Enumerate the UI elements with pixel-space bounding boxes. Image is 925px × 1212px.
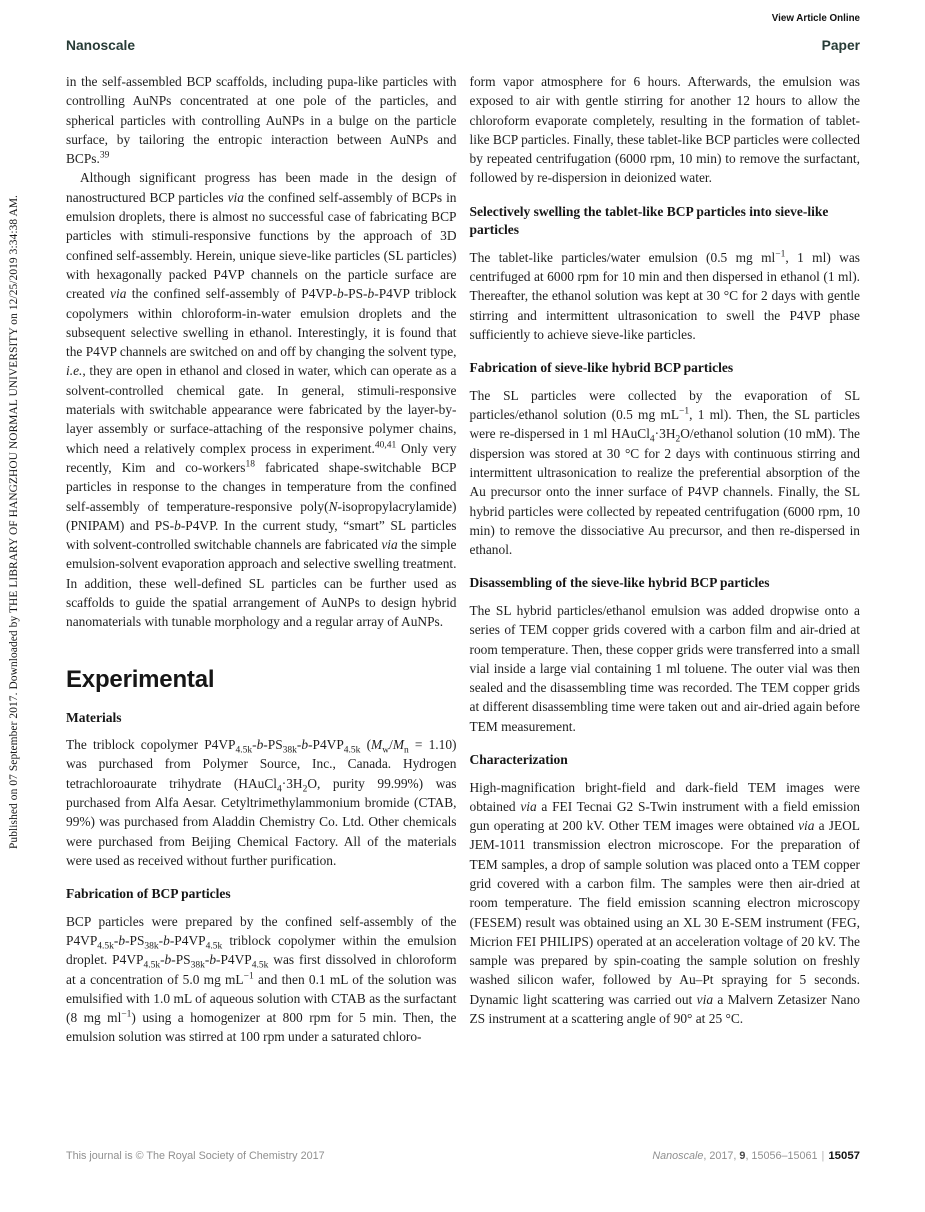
left-column bbox=[66, 72, 457, 1047]
subsection-title: Selectively swelling the tablet-like BCP particles into sieve-like particles bbox=[469, 203, 829, 238]
paragraph: BCP particles were prepared by the confined self-assembly of the $P4VP_{4.5k}-b-PS_{38k}-b-P4VP_{4.5k}$ triblock copolymer within the emulsion droplet. $P4VP_{4.5k}-b-PS_{38k}-b-P4VP_{4.5k}$ was first dissolved in chloroform at a concentration of 5.0 mg $mL^{-1}$ and then 0.1 mL of the solution was emulsified with 1.0 mL of aqueous solution with CTAB as the surfactant (8 mg $ml^{-1}$) using a homogenizer at 800 rpm for 5 min. Then, the emulsion solution was stirred at 100 rpm under a saturated chloro- bbox=[66, 913, 457, 1045]
citation bbox=[652, 1150, 860, 1162]
subsection-title: Materials bbox=[66, 709, 122, 725]
paragraph: High-magnification bright-field and dark-field TEM images were obtained via a FEI Tecnai G2 S-Twin instrument with a field emission gun operating at 200 kV. Other TEM images were obtained via a JEOL JEM-1011 transmission electron microscope. For the preparation of TEM samples, a drop of sample solution was placed onto a TEM copper grid covered with a carbon film. The samples were then air-dried at room temperature. The field emission scanning electron microscopy (FESEM) result was obtained using an XL 30 E-SEM instrument (FEG, Micrion FEI PHILIPS) operated at an acceleration voltage of 20 kV. The sample was prepared by spin-coating the sample solution on freshly washed silicon wafer, followed by Au–Pt spraying for 5 seconds. Dynamic light scattering was carried out via a Malvern Zetasizer Nano ZS instrument at a scattering angle of 90° at 25 °C. bbox=[469, 779, 860, 1027]
copyright-notice: This journal is © The Royal Society of Chemistry 2017 bbox=[66, 1150, 325, 1162]
running-head bbox=[66, 38, 860, 53]
paragraph: form vapor atmosphere for 6 hours. Afterwards, the emulsion was exposed to air with gentle stirring for another 12 hours to allow the chloroform evaporate completely, resulting in the formation of tablet-like BCP particles. Finally, these tablet-like BCP particles were collected by repeated centrifugation (6000 rpm, 10 min) to remove the surfactant, followed by re-dispersion in deionized water. bbox=[469, 74, 860, 186]
download-stamp: Published on 07 September 2017. Downloaded by THE LIBRARY OF HANGZHOU NORMAL UNIVERSITY on 12/25/2019 3:34:38 AM. bbox=[8, 194, 20, 849]
citation-journal: Nanoscale bbox=[652, 1150, 704, 1162]
article-body bbox=[66, 72, 860, 1047]
paragraph: Although significant progress has been made in the design of nanostructured BCP particles via the confined self-assembly of BCPs in emulsion droplets, there is almost no successful case of fabricating BCP particles with stimuli-responsive functions by the approach of 3D confined self-assembly. Herein, unique sieve-like particles (SL particles) with hexagonally packed P4VP channels on the particle surface are created via the confined self-assembly of P4VP-b-PS-b-P4VP triblock copolymers within chloroform-in-water emulsion droplets and the subsequent selective swelling in ethanol. Interestingly, it is found that the P4VP channels are switched on and off by changing the solvent type, i.e., they are open in ethanol and closed in water, which can operate as a solvent-controlled chemical gate. In general, stimuli-responsive materials with switchable appearance were fabricated by the layer-by-layer assembly or surface-attaching of the responsive polymer chains, which need a relatively complex process in experiment.$^{40,41}$ Only very recently, Kim and co-workers$^{18}$ fabricated shape-switchable BCP particles in response to the changes in temperature from the confined self-assembly of temperature-responsive poly(N-isopropylacrylamide) (PNIPAM) and PS-b-P4VP. In the current study, “smart” SL particles with solvent-controlled switchable channels are fabricated via the simple emulsion-solvent evaporation approach and selective swelling treatment. In addition, these well-defined SL particles can be further used as scaffolds to guide the spatial arrangement of AuNPs to design hybrid nanomaterials with tunable morphology and a regular array of AuNPs. bbox=[66, 170, 457, 630]
citation-volume: 9 bbox=[739, 1150, 746, 1162]
right-column bbox=[470, 72, 861, 1047]
paragraph: in the self-assembled BCP scaffolds, including pupa-like particles with controlling AuNPs concentrated at one pole of the particles, and spherical particles with controlling AuNPs in a bulge on the particle surface, by tailoring the entropic interaction between AuNPs and BCPs.$^{39}$ bbox=[66, 74, 457, 167]
page-number: 15057 bbox=[828, 1150, 860, 1162]
subsection-title: Fabrication of BCP particles bbox=[66, 886, 231, 902]
citation-pages: , 15056–15061 bbox=[745, 1150, 818, 1162]
subsection-title: Characterization bbox=[469, 752, 568, 768]
paragraph: The tablet-like particles/water emulsion (0.5 mg $ml^{-1}$, 1 ml) was centrifuged at 6000 rpm for 10 min and then dispersed in ethanol (1 ml). Thereafter, the ethanol solution was kept at 30 °C for 2 days with gentle stirring and intermittent ultrasonication to swell the P4VP phase sufficiently to achieve sieve-like particles. bbox=[469, 249, 860, 342]
subsection-title: Fabrication of sieve-like hybrid BCP particles bbox=[469, 360, 734, 376]
citation-year: , 2017, bbox=[703, 1150, 740, 1162]
paragraph: The SL hybrid particles/ethanol emulsion was added dropwise onto a series of TEM copper grids covered with a carbon film and air-dried at room temperature. Then, these copper grids were transferred into a small vial inside a large vial containing 1 ml toluene. The outer vial was then sealed and the disassembling time was recorded. The TEM copper grids at different disassembling time were taken out and air-dried again before TEM measurement. bbox=[469, 602, 860, 734]
page-footer bbox=[66, 1150, 860, 1162]
subsection-title: Disassembling of the sieve-like hybrid BCP particles bbox=[469, 575, 770, 591]
paragraph: The SL particles were collected by the evaporation of SL particles/ethanol solution (0.5 mg $mL^{-1}$, 1 ml). Then, the SL particles were re-dispersed in 1 ml $HAuCl_4\cdot 3H_2O$/ethanol solution (10 mM). The dispersion was stored at 30 °C for 2 days with continuous stirring and intermittent ultrasonication to realize the preferential absorption of the Au precursor onto the inner surface of P4VP channels. Finally, the SL hybrid particles were collected by repeated centrifugation (6000 rpm, 10 min) to remove the dissociative Au precursor, and then re-dispersed in ethanol. bbox=[469, 387, 860, 558]
journal-name: Nanoscale bbox=[66, 38, 136, 53]
citation-separator: | bbox=[821, 1150, 825, 1162]
view-article-online-link[interactable]: View Article Online bbox=[771, 13, 860, 24]
article-type: Paper bbox=[821, 38, 860, 53]
paragraph: The triblock copolymer $P4VP_{4.5k}-b-PS_{38k}-b-P4VP_{4.5k}$ $(M_w/M_n = 1.10)$ was purchased from Polymer Source, Inc., Canada. Hydrogen tetrachloroaurate trihydrate ($HAuCl_4\cdot 3H_2O$, purity 99.99%) was purchased from Alfa Aesar. Cetyltrimethylammonium bromide (CTAB, 99%) was purchased from Aladdin Chemistry Co. Ltd. Other chemicals were purchased from Beijing Chemical Factory. All of the materials were used as received without further purification. bbox=[66, 737, 457, 868]
section-title: Experimental bbox=[66, 665, 215, 693]
